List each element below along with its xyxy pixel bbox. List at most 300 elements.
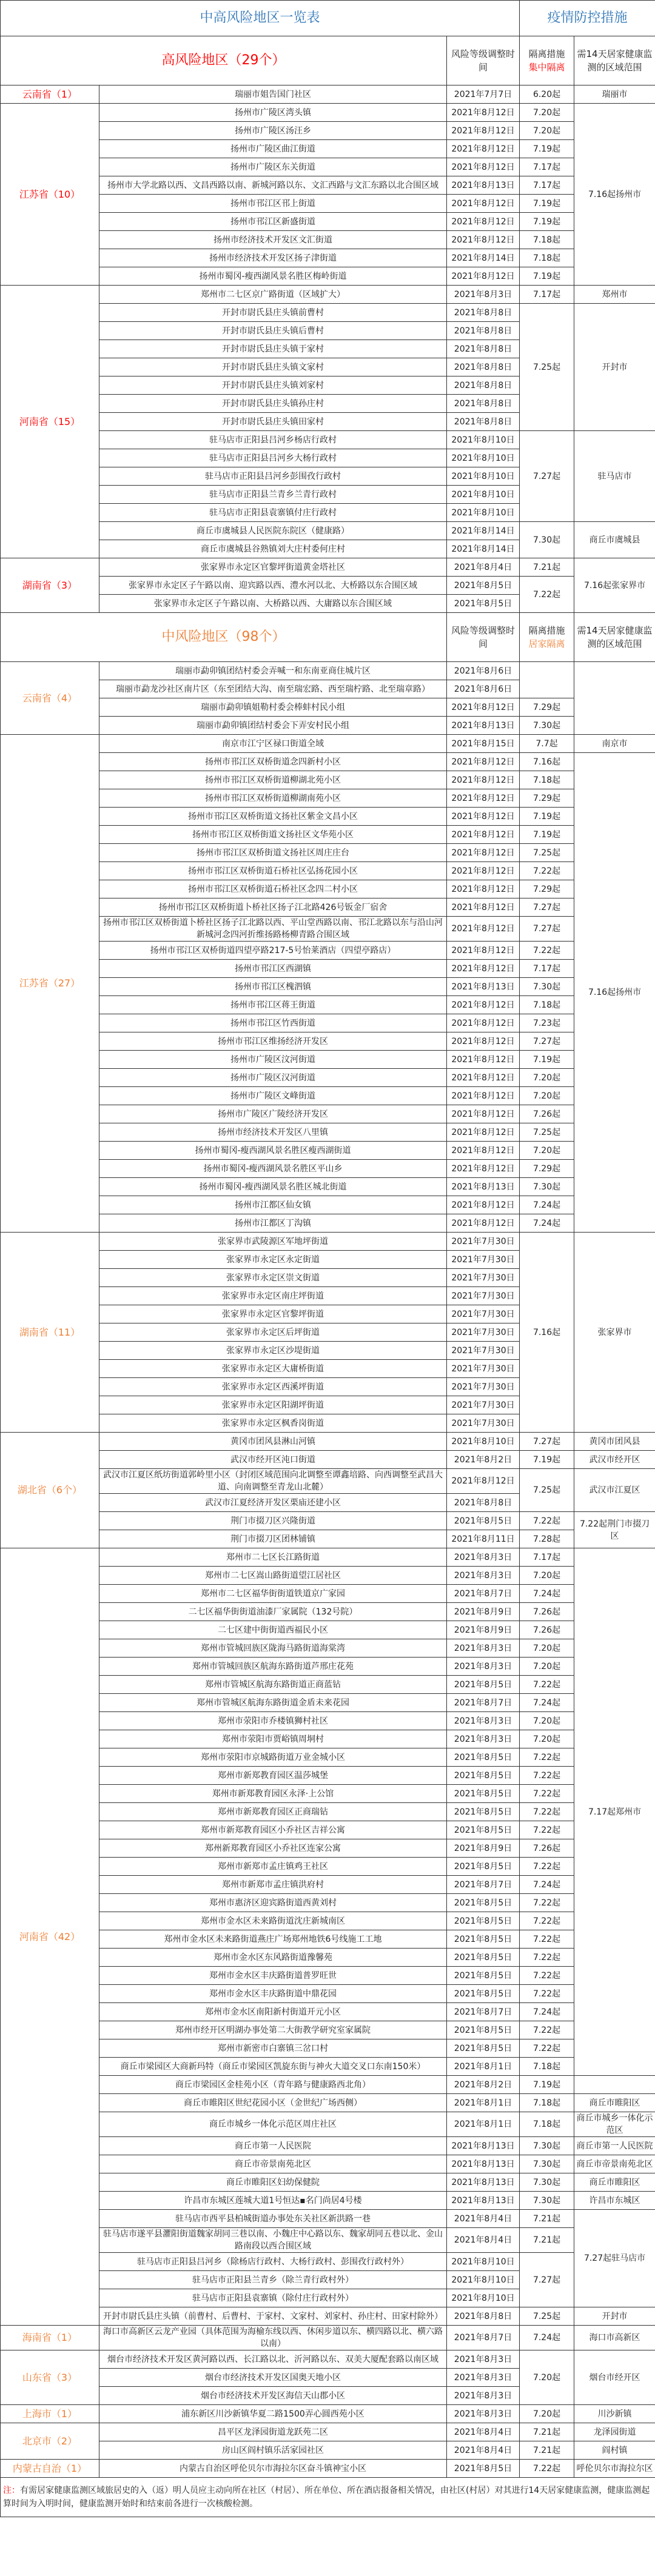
province-name: 云南省（1） bbox=[1, 85, 99, 104]
isolation-start: 7.19起 bbox=[520, 195, 574, 213]
monitor-scope: 7.16起扬州市 bbox=[574, 753, 655, 1233]
area-name: 郑州市管城回族区陇海马路街道海棠湾 bbox=[99, 1639, 447, 1658]
isolation-start: 7.23起 bbox=[520, 1014, 574, 1032]
adjust-date: 2021年8月4日 bbox=[447, 558, 520, 577]
monitor-scope bbox=[574, 662, 655, 735]
area-name: 扬州市邗江区双桥街道文扬社区文华苑小区 bbox=[99, 826, 447, 844]
isolation-start: 7.24起 bbox=[520, 2003, 574, 2021]
isolation-start: 7.22起 bbox=[520, 1803, 574, 1821]
area-name: 扬州市江都区仙女镇 bbox=[99, 1196, 447, 1214]
province-name: 湖南省（11） bbox=[1, 1233, 99, 1433]
area-name: 南京市江宁区禄口街道全域 bbox=[99, 735, 447, 753]
adjust-date: 2021年8月14日 bbox=[447, 522, 520, 540]
monitor-scope: 许昌市东城区 bbox=[574, 2192, 655, 2210]
isolation-start: 7.21起 bbox=[520, 2228, 574, 2253]
area-name: 瑞丽市勐龙沙社区南片区（东至团结大沟、南至瑞宏路、西至瑞柠路、北至瑞章路） bbox=[99, 680, 447, 698]
province-name: 北京市（2） bbox=[1, 2423, 99, 2460]
isolation-start: 7.19起 bbox=[520, 1451, 574, 1469]
area-name: 商丘市帝景南苑北区 bbox=[99, 2155, 447, 2173]
area-name: 驻马店市正阳县吕河乡大杨行政村 bbox=[99, 449, 447, 467]
isolation-start: 7.19起 bbox=[520, 808, 574, 826]
monitor-scope: 商丘市第一人民医院 bbox=[574, 2137, 655, 2155]
area-name: 郑州市新郑教育园区温莎城堡 bbox=[99, 1767, 447, 1785]
adjust-date: 2021年7月30日 bbox=[447, 1378, 520, 1396]
adjust-date: 2021年8月12日 bbox=[447, 1123, 520, 1142]
isolation-start: 7.18起 bbox=[520, 2112, 574, 2137]
adjust-date: 2021年7月30日 bbox=[447, 1323, 520, 1342]
adjust-date: 2021年8月12日 bbox=[447, 1142, 520, 1160]
isolation-start: 7.16起 bbox=[520, 753, 574, 771]
adjust-date: 2021年8月9日 bbox=[447, 1621, 520, 1639]
area-name: 郑州市管城回族区航海东路街道芦邢庄花苑 bbox=[99, 1658, 447, 1676]
adjust-date: 2021年8月5日 bbox=[447, 1930, 520, 1949]
monitor-scope: 7.16起扬州市 bbox=[574, 104, 655, 286]
adjust-date: 2021年8月12日 bbox=[447, 213, 520, 231]
isolation-start: 7.18起 bbox=[520, 2094, 574, 2112]
area-name: 郑州市金水区未来路街道燕庄广场郑州地铁6号线施工工地 bbox=[99, 1930, 447, 1949]
area-name: 瑞丽市勐卯镇姐勒村委会棒蚌村民小组 bbox=[99, 698, 447, 717]
monitor-scope: 张家界市 bbox=[574, 1233, 655, 1433]
adjust-date: 2021年8月5日 bbox=[447, 1967, 520, 1985]
area-name: 烟台市经济技术开发区海信天山郡小区 bbox=[99, 2387, 447, 2405]
isolation-start: 7.25起 bbox=[520, 304, 574, 431]
area-name: 郑州市荥阳市贾峪镇周垌村 bbox=[99, 1730, 447, 1748]
province-name: 河南省（15） bbox=[1, 286, 99, 558]
area-name: 郑州市新郑教育园区永泽·上公馆 bbox=[99, 1785, 447, 1803]
area-name: 驻马店市正阳县吕河乡杨店行政村 bbox=[99, 431, 447, 449]
adjust-date: 2021年8月12日 bbox=[447, 898, 520, 917]
adjust-date: 2021年7月30日 bbox=[447, 1396, 520, 1414]
isolation-start: 7.20起 bbox=[520, 1142, 574, 1160]
isolation-start: 7.30起 bbox=[520, 717, 574, 735]
isolation-start: 7.20起 bbox=[520, 2405, 574, 2423]
isolation-start: 7.24起 bbox=[520, 1196, 574, 1214]
area-name: 张家界市永定区子午路以南、大桥路以西、大庸路以东合围区域 bbox=[99, 595, 447, 613]
area-name: 郑州市新郑市孟庄镇鸡王社区 bbox=[99, 1858, 447, 1876]
table-row bbox=[1, 1433, 655, 1451]
isolation-start: 7.18起 bbox=[520, 2058, 574, 2076]
province-name: 湖北省（6个） bbox=[1, 1433, 99, 1548]
adjust-date: 2021年8月12日 bbox=[447, 267, 520, 286]
isolation-start: 7.20起 bbox=[520, 1069, 574, 1087]
area-name: 扬州市邗江区双桥街道卜桥社区扬子江北路以西、平山堂西路以南、邗江北路以东与沿山河新城河念四河折维扬路杨柳青路合围区域 bbox=[99, 917, 447, 942]
area-name: 开封市尉氏县庄头镇后曹村 bbox=[99, 322, 447, 340]
adjust-date: 2021年8月10日 bbox=[447, 486, 520, 504]
area-name: 扬州市邗江区槐泗镇 bbox=[99, 978, 447, 996]
province-name: 江苏省（10） bbox=[1, 104, 99, 286]
isolation-start: 7.22起 bbox=[520, 1930, 574, 1949]
adjust-date: 2021年8月4日 bbox=[447, 2441, 520, 2460]
adjust-date: 2021年8月5日 bbox=[447, 1985, 520, 2003]
adjust-date: 2021年8月7日 bbox=[447, 2326, 520, 2350]
adjust-date: 2021年8月5日 bbox=[447, 2039, 520, 2058]
isolation-start: 7.30起 bbox=[520, 2192, 574, 2210]
isolation-start: 7.30起 bbox=[520, 2155, 574, 2173]
isolation-label: 隔离措施 bbox=[528, 49, 565, 59]
table-row bbox=[1, 2326, 655, 2350]
adjust-date: 2021年8月12日 bbox=[447, 880, 520, 898]
area-name: 瑞丽市姐告国门社区 bbox=[99, 85, 447, 104]
isolation-start: 7.25起 bbox=[520, 1469, 574, 1512]
isolation-start: 7.22起 bbox=[520, 862, 574, 880]
note-label: 注： bbox=[3, 2486, 20, 2495]
area-name: 扬州市广陵区文峰街道 bbox=[99, 1087, 447, 1105]
monitor-scope: 商丘市帝景南苑北区 bbox=[574, 2155, 655, 2173]
area-name: 驻马店市正阳县袁寨镇（除付庄行政村外） bbox=[99, 2289, 447, 2307]
adjust-date: 2021年8月6日 bbox=[447, 680, 520, 698]
area-name: 瑞丽市勐卯镇团结村委会下弄安村民小组 bbox=[99, 717, 447, 735]
adjust-date: 2021年8月1日 bbox=[447, 2058, 520, 2076]
isolation-start: 7.20起 bbox=[520, 1567, 574, 1585]
isolation-start: 7.21起 bbox=[520, 2210, 574, 2228]
area-name: 开封市尉氏县庄头镇于家村 bbox=[99, 340, 447, 358]
area-name: 张家界市永定区子午路以南、迎宾路以西、澧水河以北、大桥路以东合围区域 bbox=[99, 577, 447, 595]
area-name: 扬州市广陵区湾头镇 bbox=[99, 104, 447, 122]
adjust-date: 2021年8月7日 bbox=[447, 2003, 520, 2021]
area-name: 驻马店市正阳县吕河乡（除杨店行政村、大杨行政村、彭围孜行政村外） bbox=[99, 2253, 447, 2271]
area-name: 商丘市虞城县人民医院东院区（健康路） bbox=[99, 522, 447, 540]
note-text: 有需居家健康监测区域旅居史的入（返）明人员应主动向所在社区（村居）、所在单位、所在酒店报备相关情况，由社区(村居）对其进行14天居家健康监测，健康监测起算时间为入明时间，健康监测开始时和结束前各进行一次核酸检测。 bbox=[3, 2486, 650, 2509]
area-name: 张家界市永定区官黎坪街道 bbox=[99, 1305, 447, 1323]
area-name: 开封市尉氏县庄头镇（前曹村、后曹村、于家村、文家村、刘家村、孙庄村、田家村除外） bbox=[99, 2307, 447, 2326]
area-name: 房山区阎村镇乐活家园社区 bbox=[99, 2441, 447, 2460]
adjust-date: 2021年8月4日 bbox=[447, 2210, 520, 2228]
monitor-scope: 呼伦贝尔市海拉尔区 bbox=[574, 2460, 655, 2478]
province-name: 湖南省（3） bbox=[1, 558, 99, 613]
area-name: 扬州市邗江区竹西街道 bbox=[99, 1014, 447, 1032]
table-row bbox=[1, 1233, 655, 1251]
isolation-start: 7.29起 bbox=[520, 880, 574, 898]
isolation-start: 7.29起 bbox=[520, 789, 574, 808]
adjust-date: 2021年8月3日 bbox=[447, 1639, 520, 1658]
adjust-date: 2021年8月13日 bbox=[447, 2155, 520, 2173]
column-adjust-time: 风险等级调整时间 bbox=[447, 613, 520, 662]
area-name: 商丘市梁园区金桂苑小区（青年路与健康路西北角） bbox=[99, 2076, 447, 2094]
adjust-date: 2021年8月5日 bbox=[447, 1785, 520, 1803]
adjust-date: 2021年8月5日 bbox=[447, 1512, 520, 1530]
isolation-start: 7.29起 bbox=[520, 1160, 574, 1178]
area-name: 扬州市广陵区汤汪乡 bbox=[99, 122, 447, 140]
adjust-date: 2021年8月3日 bbox=[447, 2387, 520, 2405]
table-row bbox=[1, 2423, 655, 2441]
adjust-date: 2021年8月12日 bbox=[447, 1105, 520, 1123]
area-name: 郑州市金水区丰庆路街道中鼎花园 bbox=[99, 1985, 447, 2003]
area-name: 郑州市经开区明湖办事处第二大街教学研究室家属院 bbox=[99, 2021, 447, 2039]
isolation-label: 隔离措施 bbox=[528, 625, 565, 636]
province-name: 上海市（1） bbox=[1, 2405, 99, 2423]
adjust-date: 2021年8月2日 bbox=[447, 2076, 520, 2094]
isolation-start: 7.21起 bbox=[520, 2423, 574, 2441]
adjust-date: 2021年8月2日 bbox=[447, 1451, 520, 1469]
area-name: 扬州市邗江区双桥街道文扬社区紫金文昌小区 bbox=[99, 808, 447, 826]
adjust-date: 2021年7月30日 bbox=[447, 1287, 520, 1305]
adjust-date: 2021年8月5日 bbox=[447, 1676, 520, 1694]
isolation-start: 7.27起 bbox=[520, 1032, 574, 1051]
adjust-date: 2021年8月5日 bbox=[447, 1949, 520, 1967]
monitor-scope: 商丘市城乡一体化示范区 bbox=[574, 2112, 655, 2137]
area-name: 扬州市邗江区西湖镇 bbox=[99, 960, 447, 978]
area-name: 扬州市邗江区维扬经济开发区 bbox=[99, 1032, 447, 1051]
adjust-date: 2021年7月7日 bbox=[447, 85, 520, 104]
adjust-date: 2021年8月8日 bbox=[447, 340, 520, 358]
area-name: 驻马店市西平县柏城街道办事处东关社区新洪路一巷 bbox=[99, 2210, 447, 2228]
area-name: 武汉市江夏经济开发区栗庙还建小区 bbox=[99, 1494, 447, 1512]
area-name: 扬州市经济技术开发区扬子津街道 bbox=[99, 249, 447, 267]
isolation-type: 集中隔离 bbox=[528, 62, 565, 73]
monitor-scope bbox=[574, 2076, 655, 2094]
area-name: 开封市尉氏县庄头镇孙庄村 bbox=[99, 395, 447, 413]
adjust-date: 2021年8月10日 bbox=[447, 504, 520, 522]
adjust-date: 2021年8月12日 bbox=[447, 844, 520, 862]
adjust-date: 2021年8月13日 bbox=[447, 978, 520, 996]
isolation-start: 7.24起 bbox=[520, 1585, 574, 1603]
area-name: 扬州市邗江区双桥街道卜桥社区扬子江北路426号钣金厂宿舍 bbox=[99, 898, 447, 917]
isolation-start: 7.26起 bbox=[520, 1621, 574, 1639]
area-name: 郑州市新郑教育园区小乔社区吉祥公寓 bbox=[99, 1821, 447, 1839]
adjust-date: 2021年8月12日 bbox=[447, 1214, 520, 1233]
adjust-date: 2021年8月7日 bbox=[447, 1694, 520, 1712]
area-name: 张家界市武陵源区军地坪街道 bbox=[99, 1233, 447, 1251]
area-name: 烟台市经济技术开发区黄河路以西、长江路以北、沂河路以东、双美大厦配套路以南区域 bbox=[99, 2350, 447, 2369]
area-name: 郑州市新密市白寨镇三岔口村 bbox=[99, 2039, 447, 2058]
area-name: 郑州市新郑教育园区正商瑞钻 bbox=[99, 1803, 447, 1821]
adjust-date: 2021年8月13日 bbox=[447, 2137, 520, 2155]
area-name: 郑州市荥阳市乔楼镇狮村社区 bbox=[99, 1712, 447, 1730]
area-name: 昌平区龙泽园街道龙跃苑二区 bbox=[99, 2423, 447, 2441]
monitor-scope: 商丘市睢阳区 bbox=[574, 2173, 655, 2192]
area-name: 驻马店市正阳县兰青乡兰青行政村 bbox=[99, 486, 447, 504]
adjust-date: 2021年8月13日 bbox=[447, 717, 520, 735]
area-name: 郑州市管城区航海东路街道正商蓝钻 bbox=[99, 1676, 447, 1694]
area-name: 扬州市广陵区东关街道 bbox=[99, 158, 447, 176]
isolation-start: 7.22起 bbox=[520, 1767, 574, 1785]
isolation-start: 7.21起 bbox=[520, 2441, 574, 2460]
monitor-scope: 7.16起张家界市 bbox=[574, 558, 655, 613]
area-name: 内蒙古自治区呼伦贝尔市海拉尔区奋斗镇神宝小区 bbox=[99, 2460, 447, 2478]
adjust-date: 2021年8月13日 bbox=[447, 176, 520, 195]
isolation-start: 7.22起 bbox=[520, 1985, 574, 2003]
table-row bbox=[1, 1548, 655, 1567]
isolation-start: 7.17起 bbox=[520, 176, 574, 195]
section-title: 高风险地区（29个） bbox=[1, 36, 447, 85]
adjust-date: 2021年8月12日 bbox=[447, 1014, 520, 1032]
adjust-date: 2021年8月8日 bbox=[447, 395, 520, 413]
area-name: 扬州市江都区丁沟镇 bbox=[99, 1214, 447, 1233]
province-name: 山东省（3） bbox=[1, 2350, 99, 2405]
isolation-start: 7.25起 bbox=[520, 1123, 574, 1142]
column-isolation bbox=[520, 36, 574, 85]
isolation-start: 7.22起 bbox=[520, 1858, 574, 1876]
isolation-start: 7.30起 bbox=[520, 2137, 574, 2155]
adjust-date: 2021年8月5日 bbox=[447, 1912, 520, 1930]
area-name: 扬州市广陵区汶河街道 bbox=[99, 1051, 447, 1069]
measures-title: 疫情防控措施 bbox=[520, 1, 655, 36]
isolation-start: 7.24起 bbox=[520, 2326, 574, 2350]
isolation-start: 7.28起 bbox=[520, 1530, 574, 1548]
isolation-start: 7.30起 bbox=[520, 1178, 574, 1196]
area-name: 张家界市永定区大庸桥街道 bbox=[99, 1360, 447, 1378]
province-name: 河南省（42） bbox=[1, 1548, 99, 2326]
isolation-start: 7.27起 bbox=[520, 2253, 574, 2307]
adjust-date: 2021年8月12日 bbox=[447, 158, 520, 176]
area-name: 郑州市新郑市孟庄镇洪府村 bbox=[99, 1876, 447, 1894]
area-name: 海口市高新区云龙产业园（具体范围为海榆东线以西、休闲步道以东、横四路以北、横六路以南） bbox=[99, 2326, 447, 2350]
adjust-date: 2021年8月13日 bbox=[447, 1178, 520, 1196]
adjust-date: 2021年8月12日 bbox=[447, 1087, 520, 1105]
adjust-date: 2021年7月30日 bbox=[447, 1414, 520, 1433]
adjust-date: 2021年8月10日 bbox=[447, 449, 520, 467]
monitor-scope: 商丘市虞城县 bbox=[574, 522, 655, 558]
area-name: 驻马店市遂平县灈阳街道魏家胡同三巷以南、小魏庄中心路以东、魏家胡同五巷以北、金山路南段以西合围区域 bbox=[99, 2228, 447, 2253]
isolation-start: 7.18起 bbox=[520, 771, 574, 789]
area-name: 扬州市大学北路以西、文昌西路以南、新城河路以东、文汇西路与文汇东路以北合围区域 bbox=[99, 176, 447, 195]
adjust-date: 2021年8月3日 bbox=[447, 2405, 520, 2423]
monitor-scope: 开封市 bbox=[574, 304, 655, 431]
isolation-start: 7.20起 bbox=[520, 1712, 574, 1730]
monitor-scope: 黄冈市团风县 bbox=[574, 1433, 655, 1451]
area-name: 张家界市永定区后坪街道 bbox=[99, 1323, 447, 1342]
table-row bbox=[1, 558, 655, 577]
monitor-scope: 武汉市经开区 bbox=[574, 1451, 655, 1469]
adjust-date: 2021年8月5日 bbox=[447, 1821, 520, 1839]
adjust-date: 2021年8月10日 bbox=[447, 2289, 520, 2307]
area-name: 扬州市广陵区曲江街道 bbox=[99, 140, 447, 158]
adjust-date: 2021年8月12日 bbox=[447, 698, 520, 717]
area-name: 郑州市金水区南阳新村街道开元小区 bbox=[99, 2003, 447, 2021]
area-name: 郑州市金水区丰庆路街道普罗旺世 bbox=[99, 1967, 447, 1985]
area-name: 扬州市邗江区双桥街道念四新村小区 bbox=[99, 753, 447, 771]
adjust-date: 2021年8月8日 bbox=[447, 413, 520, 431]
adjust-date: 2021年8月12日 bbox=[447, 789, 520, 808]
isolation-start: 7.19起 bbox=[520, 1051, 574, 1069]
adjust-date: 2021年8月12日 bbox=[447, 996, 520, 1014]
isolation-start bbox=[520, 662, 574, 698]
adjust-date: 2021年8月8日 bbox=[447, 376, 520, 395]
adjust-date: 2021年8月12日 bbox=[447, 1196, 520, 1214]
isolation-start: 7.20起 bbox=[520, 1639, 574, 1658]
section-title: 中风险地区（98个） bbox=[1, 613, 447, 662]
monitor-scope: 驻马店市 bbox=[574, 431, 655, 522]
isolation-start: 7.19起 bbox=[520, 267, 574, 286]
area-name: 武汉市经开区沌口街道 bbox=[99, 1451, 447, 1469]
section-header-mid bbox=[1, 613, 655, 662]
area-name: 郑州市荥阳市京城路街道万业金城小区 bbox=[99, 1748, 447, 1767]
area-name: 张家界市永定区永定街道 bbox=[99, 1251, 447, 1269]
area-name: 郑州市二七区福华街街道铁道京广家园 bbox=[99, 1585, 447, 1603]
area-name: 郑州市管城区航海东路街道金盾未来花园 bbox=[99, 1694, 447, 1712]
area-name: 扬州市邗江区双桥街道石桥社区念四二村小区 bbox=[99, 880, 447, 898]
area-name: 二七区福华街街道油漆厂家属院（132号院） bbox=[99, 1603, 447, 1621]
column-monitor-scope: 需14天居家健康监测的区域范围 bbox=[574, 36, 655, 85]
monitor-scope: 南京市 bbox=[574, 735, 655, 753]
adjust-date: 2021年8月15日 bbox=[447, 735, 520, 753]
adjust-date: 2021年8月14日 bbox=[447, 249, 520, 267]
title-row bbox=[1, 1, 655, 36]
area-name: 驻马店市正阳县吕河乡彭围孜行政村 bbox=[99, 467, 447, 486]
adjust-date: 2021年8月3日 bbox=[447, 1567, 520, 1585]
area-name: 扬州市广陵区汉河街道 bbox=[99, 1069, 447, 1087]
isolation-start: 7.20起 bbox=[520, 1658, 574, 1676]
adjust-date: 2021年8月4日 bbox=[447, 2423, 520, 2441]
isolation-start: 7.30起 bbox=[520, 2173, 574, 2192]
area-name: 扬州市蜀冈-瘦西湖风景名胜区平山乡 bbox=[99, 1160, 447, 1178]
adjust-date: 2021年8月12日 bbox=[447, 753, 520, 771]
note-row bbox=[1, 2478, 655, 2517]
isolation-start: 7.22起 bbox=[520, 1748, 574, 1767]
adjust-date: 2021年8月10日 bbox=[447, 2253, 520, 2271]
area-name: 郑州市惠济区迎宾路街道西黄刘村 bbox=[99, 1894, 447, 1912]
area-name: 扬州市蜀冈-瘦西湖风景名胜区城北街道 bbox=[99, 1178, 447, 1196]
isolation-start: 7.24起 bbox=[520, 1876, 574, 1894]
area-name: 张家界市永定区西溪坪街道 bbox=[99, 1378, 447, 1396]
isolation-start: 7.22起 bbox=[520, 1912, 574, 1930]
monitor-scope: 龙泽园街道 bbox=[574, 2423, 655, 2441]
adjust-date: 2021年8月3日 bbox=[447, 286, 520, 304]
area-name: 浦东新区川沙新镇华夏二路1500弄心圆西苑小区 bbox=[99, 2405, 447, 2423]
isolation-start: 7.24起 bbox=[520, 1694, 574, 1712]
adjust-date: 2021年8月12日 bbox=[447, 942, 520, 960]
monitor-scope: 瑞丽市 bbox=[574, 85, 655, 104]
adjust-date: 2021年8月12日 bbox=[447, 140, 520, 158]
area-name: 张家界市永定区官黎坪街道黄金塔社区 bbox=[99, 558, 447, 577]
area-name: 扬州市邗江区邗上街道 bbox=[99, 195, 447, 213]
area-name: 黄冈市团风县淋山河镇 bbox=[99, 1433, 447, 1451]
adjust-date: 2021年8月12日 bbox=[447, 231, 520, 249]
adjust-date: 2021年8月5日 bbox=[447, 1748, 520, 1767]
adjust-date: 2021年8月10日 bbox=[447, 2271, 520, 2289]
area-name: 商丘市睢阳区世纪花园小区（金世纪广场西侧） bbox=[99, 2094, 447, 2112]
isolation-start: 7.25起 bbox=[520, 844, 574, 862]
area-name: 扬州市邗江区双桥街道柳湖南苑小区 bbox=[99, 789, 447, 808]
area-name: 许昌市东城区莲城大道1号恒达▪名门尚居4号楼 bbox=[99, 2192, 447, 2210]
footnote bbox=[1, 2478, 655, 2517]
isolation-start: 7.26起 bbox=[520, 1105, 574, 1123]
isolation-start: 6.20起 bbox=[520, 85, 574, 104]
adjust-date: 2021年8月8日 bbox=[447, 2307, 520, 2326]
isolation-start: 7.7起 bbox=[520, 735, 574, 753]
table-row bbox=[1, 735, 655, 753]
isolation-start: 7.22起 bbox=[520, 577, 574, 613]
area-name: 扬州市邗江区双桥街道文扬社区周庄庄台 bbox=[99, 844, 447, 862]
isolation-start: 7.22起 bbox=[520, 1676, 574, 1694]
adjust-date: 2021年8月13日 bbox=[447, 2173, 520, 2192]
isolation-start: 7.26起 bbox=[520, 1603, 574, 1621]
isolation-start: 7.22起 bbox=[520, 1512, 574, 1530]
adjust-date: 2021年8月10日 bbox=[447, 467, 520, 486]
isolation-start: 7.27起 bbox=[520, 431, 574, 522]
monitor-scope: 武汉市江夏区 bbox=[574, 1469, 655, 1512]
area-name: 开封市尉氏县庄头镇文家村 bbox=[99, 358, 447, 376]
monitor-scope: 开封市 bbox=[574, 2307, 655, 2326]
adjust-date: 2021年8月3日 bbox=[447, 1730, 520, 1748]
area-name: 郑州市二七区嵩山路街道望江居社区 bbox=[99, 1567, 447, 1585]
isolation-start: 7.18起 bbox=[520, 996, 574, 1014]
isolation-start: 7.20起 bbox=[520, 2350, 574, 2405]
adjust-date: 2021年8月1日 bbox=[447, 2094, 520, 2112]
isolation-start: 7.20起 bbox=[520, 122, 574, 140]
monitor-scope: 阎村镇 bbox=[574, 2441, 655, 2460]
area-name: 扬州市邗江区蒋王街道 bbox=[99, 996, 447, 1014]
adjust-date: 2021年8月12日 bbox=[447, 104, 520, 122]
adjust-date: 2021年8月14日 bbox=[447, 540, 520, 558]
adjust-date: 2021年8月11日 bbox=[447, 1530, 520, 1548]
table-row bbox=[1, 104, 655, 122]
isolation-start: 7.17起 bbox=[520, 286, 574, 304]
isolation-start: 7.30起 bbox=[520, 978, 574, 996]
isolation-start: 7.30起 bbox=[520, 522, 574, 558]
adjust-date: 2021年8月3日 bbox=[447, 1712, 520, 1730]
isolation-start: 7.22起 bbox=[520, 942, 574, 960]
